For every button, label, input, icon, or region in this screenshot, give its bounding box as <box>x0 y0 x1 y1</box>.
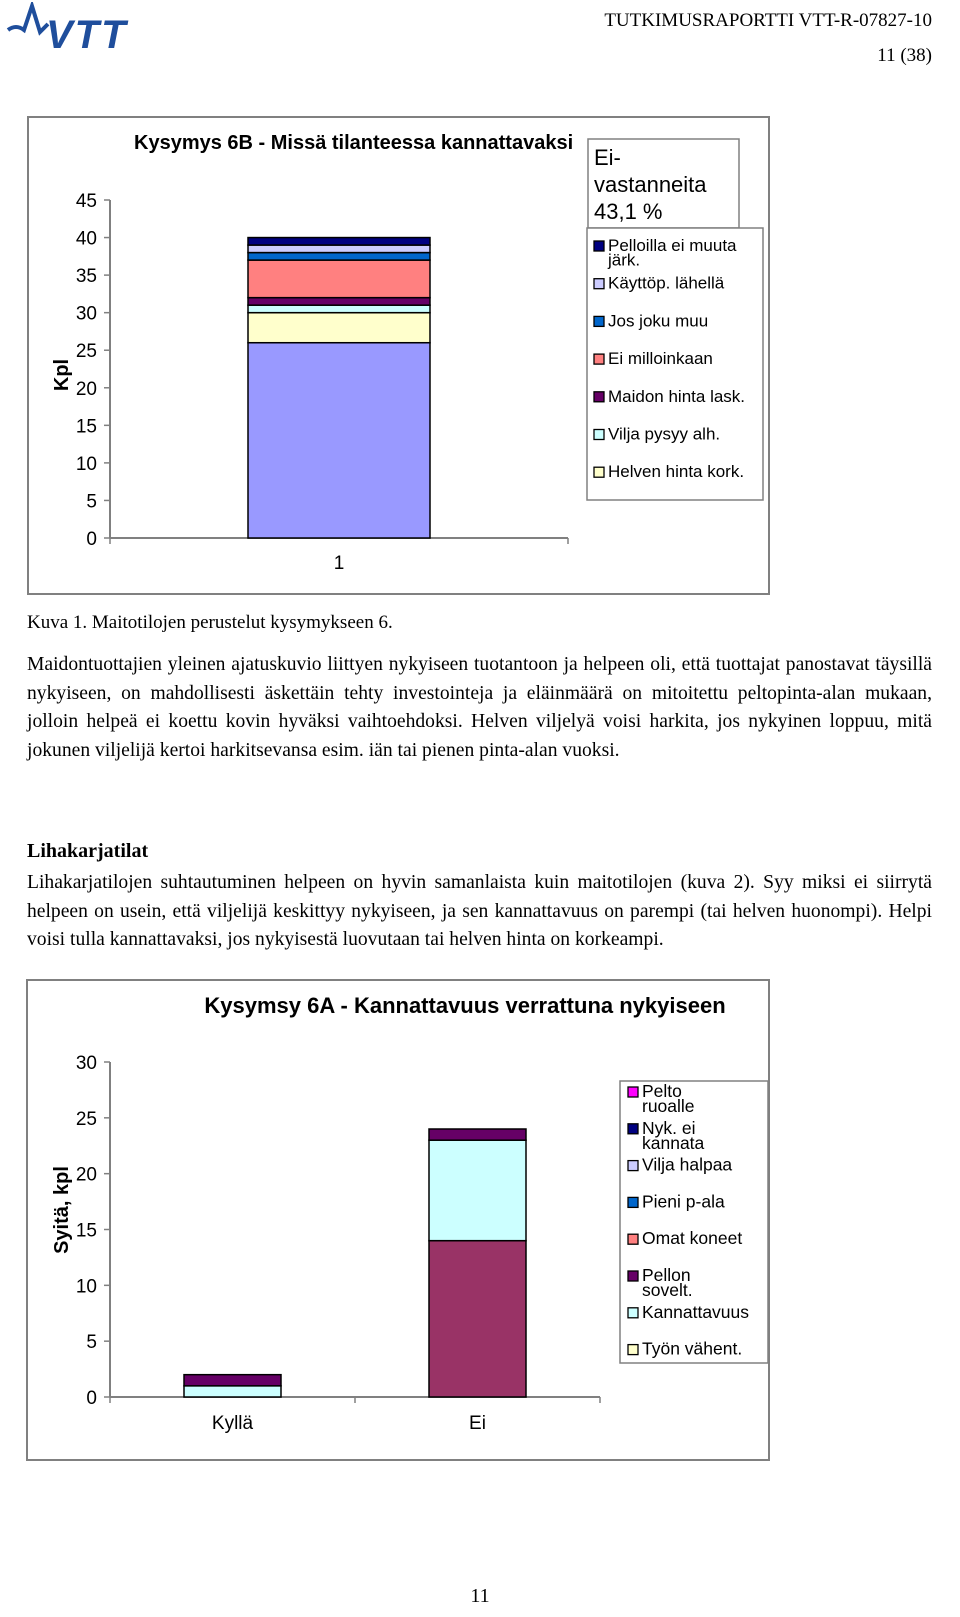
report-id: TUTKIMUSRAPORTTI VTT-R-07827-10 <box>604 10 932 31</box>
legend-swatch <box>628 1234 638 1244</box>
legend-swatch <box>628 1345 638 1355</box>
legend-label: Vilja halpaa <box>642 1154 733 1175</box>
y-tick-label: 15 <box>75 1220 97 1242</box>
paragraph-2-text: Lihakarjatilojen suhtautuminen helpeen on hyvin samanlaista kuin maitotilojen (kuva 2). Syy miksi ei siirrytä helpeen on usein, että viljelijä keskittyy nykyiseen, ja sen kannattavuus on parempi (tai helven huonompi). Helpi voisi tulla kannattavaksi, jos nykyisestä luovutaan tai helven hinta on korkeampi. <box>27 872 932 950</box>
legend-label: Pelloilla ei muuta järk. <box>608 236 737 270</box>
legend-label: Helven hinta kork. <box>608 462 745 482</box>
legend-label: Pieni p-ala <box>642 1191 725 1212</box>
y-tick-label: 30 <box>75 303 97 325</box>
paragraph-2 <box>27 869 932 955</box>
legend-swatch <box>628 1161 638 1171</box>
y-tick-label: 40 <box>75 228 97 250</box>
legend-label: Pellon sovelt. <box>642 1265 693 1301</box>
y-tick-label: 25 <box>75 341 97 363</box>
legend-label: Kannattavuus <box>642 1301 750 1322</box>
y-axis-label: Kpl <box>51 358 73 392</box>
logo-text: VTT <box>46 13 128 54</box>
y-tick-label: 30 <box>75 1053 97 1074</box>
legend-label: Ei milloinkaan <box>608 349 713 369</box>
x-tick-label: Ei <box>469 1413 486 1434</box>
section-heading: Lihakarjatilat <box>27 840 149 862</box>
legend-swatch <box>594 316 604 326</box>
legend-swatch <box>594 467 604 477</box>
legend-swatch <box>628 1271 638 1281</box>
legend-label: Käyttöp. lähellä <box>608 273 725 293</box>
chart-title: Kysymys 6B - Missä tilanteessa kannattavaksi <box>134 132 574 154</box>
y-tick-label: 5 <box>86 1332 97 1354</box>
legend-swatch <box>628 1124 638 1134</box>
chart-6b <box>0 0 960 610</box>
bar-segment-base <box>248 343 430 538</box>
legend-swatch <box>594 241 604 251</box>
page-number: 11 <box>470 1585 490 1607</box>
bar-segment <box>248 253 430 261</box>
bar-segment <box>248 245 430 253</box>
legend-swatch <box>594 430 604 440</box>
legend-swatch <box>628 1308 638 1318</box>
x-tick-label: Kyllä <box>211 1413 254 1434</box>
bar-segment <box>248 298 430 306</box>
legend-label: Jos joku muu <box>608 311 709 331</box>
bar-segment-base <box>429 1241 526 1397</box>
legend-label: Pelto ruoalle <box>642 1081 695 1117</box>
y-tick-label: 20 <box>75 1164 97 1186</box>
legend-swatch <box>628 1087 638 1097</box>
bar-segment <box>248 260 430 298</box>
legend-label: Nyk. ei kannata <box>642 1117 705 1153</box>
legend-swatch <box>594 392 604 402</box>
y-tick-label: 10 <box>75 1276 97 1298</box>
legend-swatch <box>628 1197 638 1207</box>
y-tick-label: 20 <box>75 378 97 400</box>
callout-text: Ei-vastanneita 43,1 % <box>594 145 707 224</box>
paragraph-1-text: Maidontuottajien yleinen ajatuskuvio liittyen nykyiseen tuotantoon ja helpeen oli, että tuottajat panostavat täysillä nykyiseen, on mahdollisesti äskettäin tehty investointeja ja eläinmäärä on mitoitettu peltopinta-alan mukaan, jolloin helpeä ei koettu kovin hyväksi vaihtoehdoksi. Helven viljelyä voisi harkita, jos nykyinen loppuu, mitä jokunen viljelijä kertoi harkitsevansa esim. iän tai pienen pinta-alan vuoksi. <box>27 654 932 761</box>
y-tick-label: 45 <box>75 191 97 212</box>
y-tick-label: 5 <box>86 491 97 513</box>
legend-swatch <box>594 279 604 289</box>
legend-label: Maidon hinta lask. <box>608 386 746 406</box>
bar-segment <box>184 1386 281 1397</box>
legend-label: Vilja pysyy alh. <box>608 424 721 444</box>
y-tick-label: 25 <box>75 1108 97 1130</box>
x-tick-label: 1 <box>333 553 345 574</box>
paragraph-1 <box>27 651 932 765</box>
bar-segment <box>248 313 430 343</box>
page-of: 11 (38) <box>877 45 932 66</box>
y-tick-label: 15 <box>75 416 97 438</box>
chart-title: Kysymsy 6A - Kannattavuus verrattuna nykyiseen <box>204 993 726 1018</box>
y-tick-label: 0 <box>86 1388 97 1409</box>
legend-label: Työn vähent. <box>642 1338 743 1359</box>
chart-6a <box>0 970 960 1470</box>
y-tick-label: 0 <box>86 529 97 550</box>
y-axis-label: Syitä, kpl <box>51 1166 73 1254</box>
bar-segment <box>184 1375 281 1386</box>
callout-box <box>588 139 739 228</box>
bar-segment <box>429 1129 526 1140</box>
legend-swatch <box>594 354 604 364</box>
bar-segment <box>429 1140 526 1241</box>
bar-segment <box>248 305 430 313</box>
y-tick-label: 35 <box>75 266 97 288</box>
bar-segment <box>248 238 430 246</box>
figure-1-caption: Kuva 1. Maitotilojen perustelut kysymykseen 6. <box>27 612 393 633</box>
legend-label: Omat koneet <box>642 1228 743 1249</box>
y-tick-label: 10 <box>75 453 97 475</box>
